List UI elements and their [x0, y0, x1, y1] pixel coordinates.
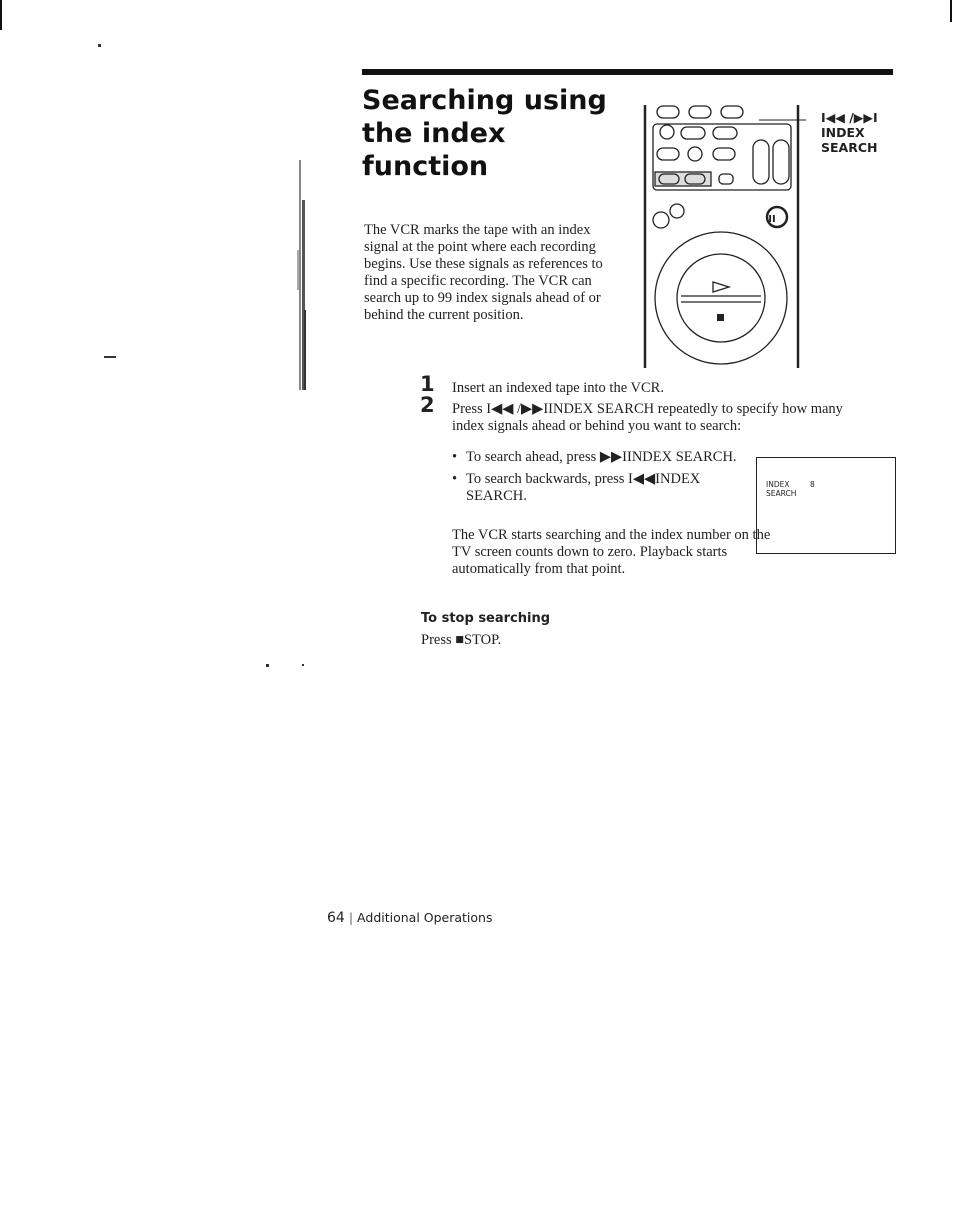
remote-control-illustration — [641, 100, 806, 370]
osd-line1: INDEX — [766, 480, 790, 489]
step-number: 1 — [420, 372, 435, 396]
footer-section: Additional Operations — [357, 910, 493, 925]
search-direction-list — [452, 449, 742, 510]
osd-index-number: 8 — [810, 480, 815, 489]
page-number: 64 — [327, 910, 345, 926]
callout-button-symbol: I◀◀ /▶▶I — [821, 110, 878, 125]
step-text: Press I◀◀ /▶▶IINDEX SEARCH repeatedly to specify how many index signals ahead or behind you want to search: — [452, 401, 843, 434]
closing-paragraph: The VCR starts searching and the index number on the TV screen counts down to zero. Playback starts automatically from that point. — [452, 527, 771, 577]
scan-speck — [302, 664, 304, 666]
stop-instruction: Press ■STOP. — [421, 632, 502, 648]
step-item — [420, 393, 870, 435]
list-item: • To search backwards, press I◀◀INDEX SEARCH. — [452, 471, 742, 505]
scan-edge-mark — [0, 0, 2, 30]
tv-screen-illustration — [756, 457, 896, 554]
scan-speck — [98, 44, 101, 47]
tv-osd-label — [766, 480, 796, 498]
callout-label-line1: INDEX — [821, 125, 865, 140]
scan-speck — [104, 356, 116, 358]
step-item — [420, 372, 870, 397]
osd-line2: SEARCH — [766, 489, 797, 498]
callout-label-line2: SEARCH — [821, 140, 878, 155]
scan-edge-mark — [950, 0, 952, 22]
index-search-callout — [821, 110, 878, 155]
page-title: Searching using the index function — [362, 85, 607, 182]
step-number: 2 — [420, 393, 435, 417]
page-footer — [327, 910, 493, 926]
step-text: Insert an indexed tape into the VCR. — [452, 380, 664, 396]
steps-list — [420, 372, 870, 439]
svg-text:II: II — [768, 214, 776, 225]
scan-speck — [266, 664, 269, 667]
stop-subheading: To stop searching — [421, 611, 551, 626]
header-rule — [362, 69, 893, 75]
scan-binding-artifact — [296, 160, 310, 390]
footer-separator: | — [348, 910, 354, 925]
list-item: • To search ahead, press ▶▶IINDEX SEARCH. — [452, 449, 742, 466]
intro-paragraph: The VCR marks the tape with an index signal at the point where each recording begins. Use these signals as references to find a specific recording. The VCR can search up to 99 index signals ahead of or behind the current position. — [364, 222, 603, 323]
